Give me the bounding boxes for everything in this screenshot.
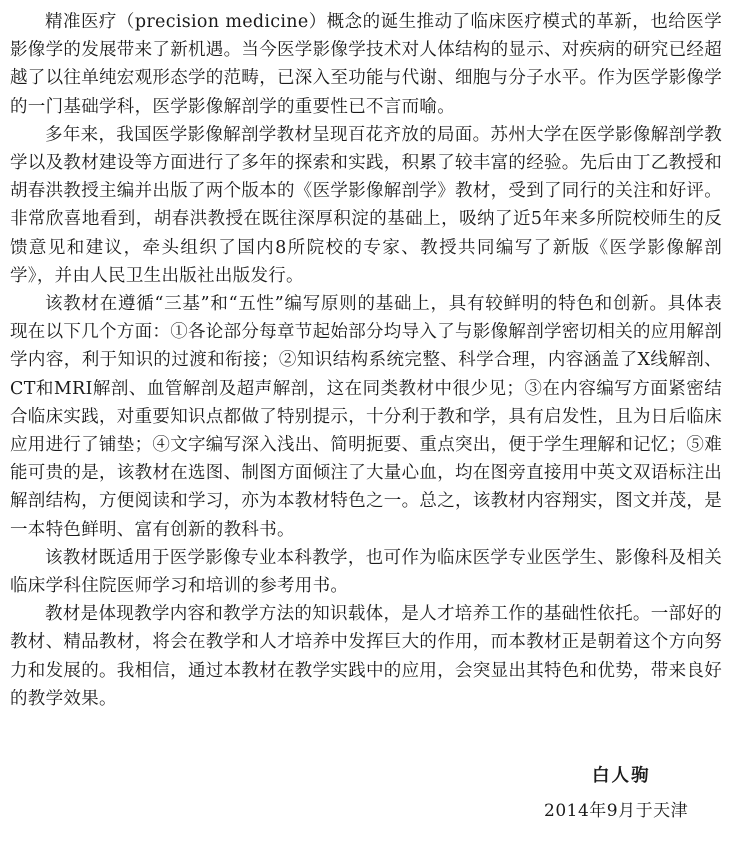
paragraph-closing: 教材是体现教学内容和教学方法的知识载体，是人才培养工作的基础性依托。一部好的教材、精品教材，将会在教学和人才培养中发挥巨大的作用，而本教材正是朝着这个方向努力和发展的。我相信，通过本教材在教学实践中的应用，会突显出其特色和优势，带来良好的教学效果。 [10, 604, 722, 709]
signature-date-place: 2014年9月于天津 [544, 801, 689, 821]
paragraph-textbook-features: 该教材在遵循“三基”和“五性”编写原则的基础上，具有较鲜明的特色和创新。具体表现在以下几个方面：①各论部分每章节起始部分均导入了与影像解剖学密切相关的应用解剖学内容，利于知识的过渡和衔接；②知识结构系统完整、科学合理，内容涵盖了X线解剖、CT和MRI解剖、血管解剖及超声解剖，这在同类教材中很少见；③在内容编写方面紧密结合临床实践，对重要知识点都做了特别提示，十分利于教和学，具有启发性，且为日后临床应用进行了铺垫；④文字编写深入浅出、简明扼要、重点突出，便于学生理解和记忆；⑤难能可贵的是，该教材在选图、制图方面倾注了大量心血，均在图旁直接用中英文双语标注出解剖结构，方便阅读和学习，亦为本教材特色之一。总之，该教材内容翔实，图文并茂，是一本特色鲜明、富有创新的教科书。 [10, 294, 722, 540]
paragraph-target-audience: 该教材既适用于医学影像专业本科教学，也可作为临床医学专业医学生、影像科及相关临床学科住院医师学习和培训的参考用书。 [10, 547, 722, 597]
signature-name: 白人驹 [592, 766, 651, 786]
preface-body [10, 8, 722, 713]
paragraph-precision-medicine: 精准医疗（precision medicine）概念的诞生推动了临床医疗模式的革新，也给医学影像学的发展带来了新机遇。当今医学影像学技术对人体结构的显示、对疾病的研究已经超越了以往单纯宏观形态学的范畴，已深入至功能与代谢、细胞与分子水平。作为医学影像学的一门基础学科，医学影像解剖学的重要性已不言而喻。 [10, 12, 722, 117]
paragraph-textbook-history: 多年来，我国医学影像解剖学教材呈现百花齐放的局面。苏州大学在医学影像解剖学教学以及教材建设等方面进行了多年的探索和实践，积累了较丰富的经验。先后由丁乙教授和胡春洪教授主编并出版了两个版本的《医学影像解剖学》教材，受到了同行的关注和好评。非常欣喜地看到，胡春洪教授在既往深厚积淀的基础上，吸纳了近5年来多所院校师生的反馈意见和建议，牵头组织了国内8所院校的专家、教授共同编写了新版《医学影像解剖学》，并由人民卫生出版社出版发行。 [10, 124, 722, 286]
